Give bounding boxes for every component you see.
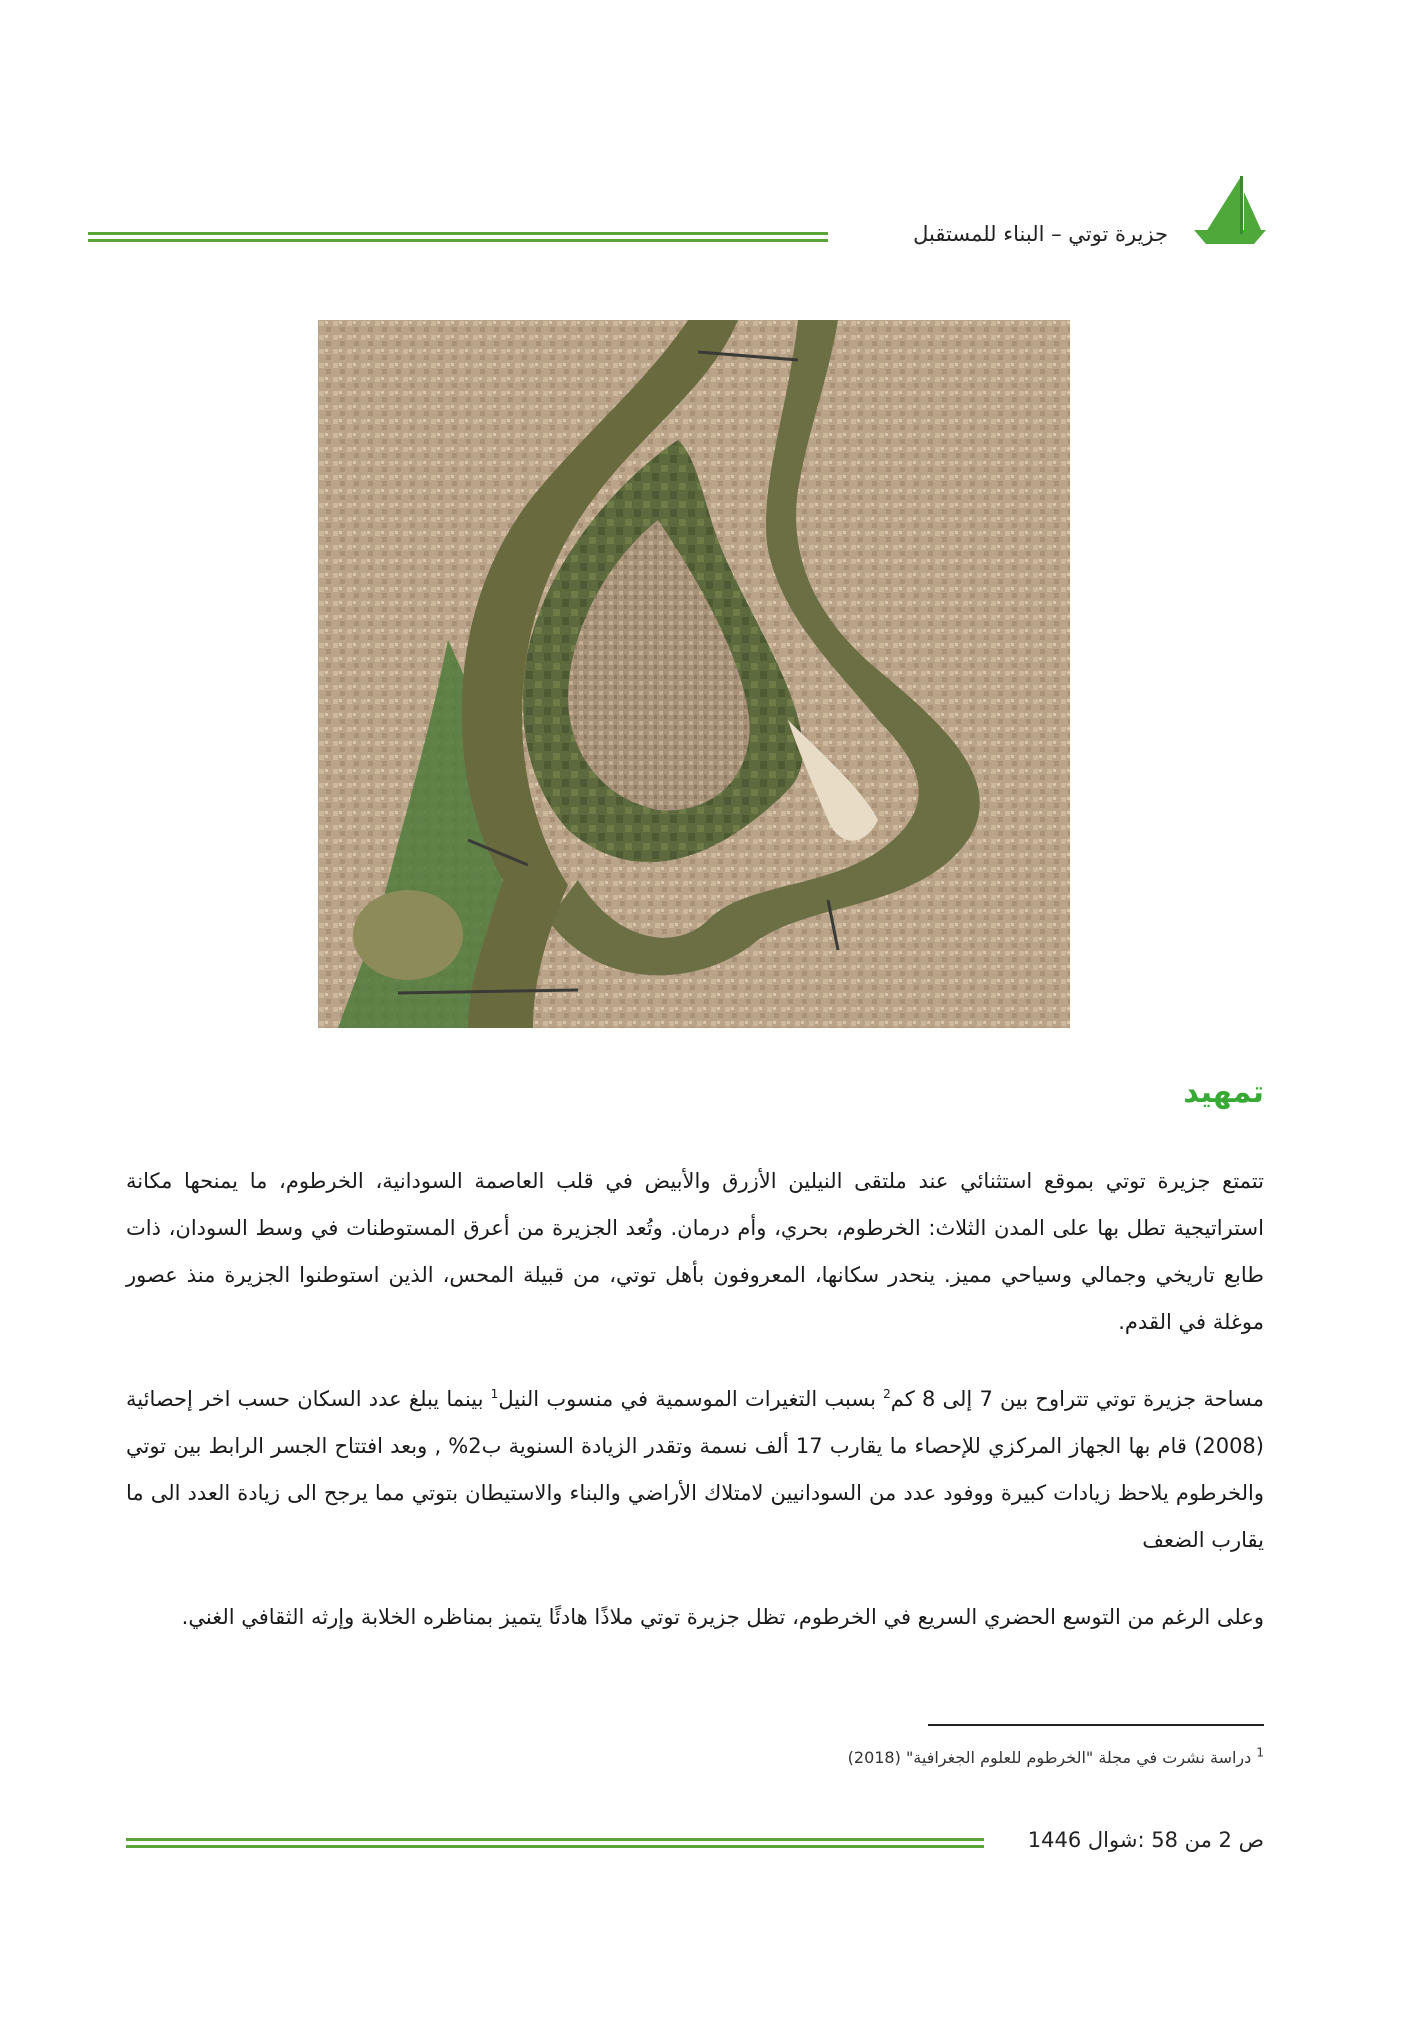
sailboat-icon [1192,170,1268,250]
page-footer [126,1828,1264,1862]
page-header [88,170,1268,250]
paragraph-area-population [126,1376,1264,1564]
paragraph-conclusion: وعلى الرغم من التوسع الحضري السريع في الخرطوم، تظل جزيرة توتي ملاذًا هادئًا يتميز بمناظره الخلابة وإرثه الثقافي الغني. [181,1605,1264,1629]
footnote-divider [928,1724,1264,1726]
satellite-map-tuti-island [318,320,1070,1028]
page-number: ص 2 من 58 :شوال 1446 [1027,1828,1264,1852]
header-title: جزيرة توتي – البناء للمستقبل [913,222,1168,246]
paragraph-text-part: مساحة جزيرة توتي تتراوح بين 7 إلى 8 كم [890,1387,1264,1411]
header-divider [88,232,828,242]
footer-divider [126,1838,984,1848]
superscript-area: 2 [883,1387,891,1401]
footnote-text: دراسة نشرت في مجلة "الخرطوم للعلوم الجغرافية" (2018) [847,1748,1252,1767]
paragraph-text-part: بسبب التغيرات الموسمية في منسوب النيل [498,1387,884,1411]
paragraph-intro: تتمتع جزيرة توتي بموقع استثنائي عند ملتقى النيلين الأزرق والأبيض في قلب العاصمة السودانية، الخرطوم، ما يمنحها مكانة استراتيجية تطل بها على المدن الثلاث: الخرطوم، بحري، وأم درمان. وتُعد الجزيرة من أعرق المستوطنات في وسط السودان، ذات طابع تاريخي وجمالي وسياحي مميز. ينحدر سكانها، المعروفون بأهل توتي، من قبيلة المحس، الذين استوطنوا الجزيرة منذ عصور موغلة في القدم. [126,1169,1264,1334]
footnote [847,1745,1264,1767]
footnote-number: 1 [1256,1745,1264,1760]
paragraph-text-part: بينما يبلغ عدد السكان حسب اخر إحصائية (2008) قام بها الجهاز المركزي للإحصاء ما يقارب 17 ألف نسمة وتقدر الزيادة السنوية ب2% , وبعد افتتاح الجسر الرابط بين توتي والخرطوم يلاحظ زيادات كبيرة ووفود عدد من السودانيين لامتلاك الأراضي والبناء والاستيطان بتوتي مما يرجح الى زيادة العدد الى ما يقارب الضعف [126,1387,1264,1552]
footnote-reference[interactable]: 1 [490,1387,499,1401]
section-title: تمهيد [1183,1075,1264,1110]
